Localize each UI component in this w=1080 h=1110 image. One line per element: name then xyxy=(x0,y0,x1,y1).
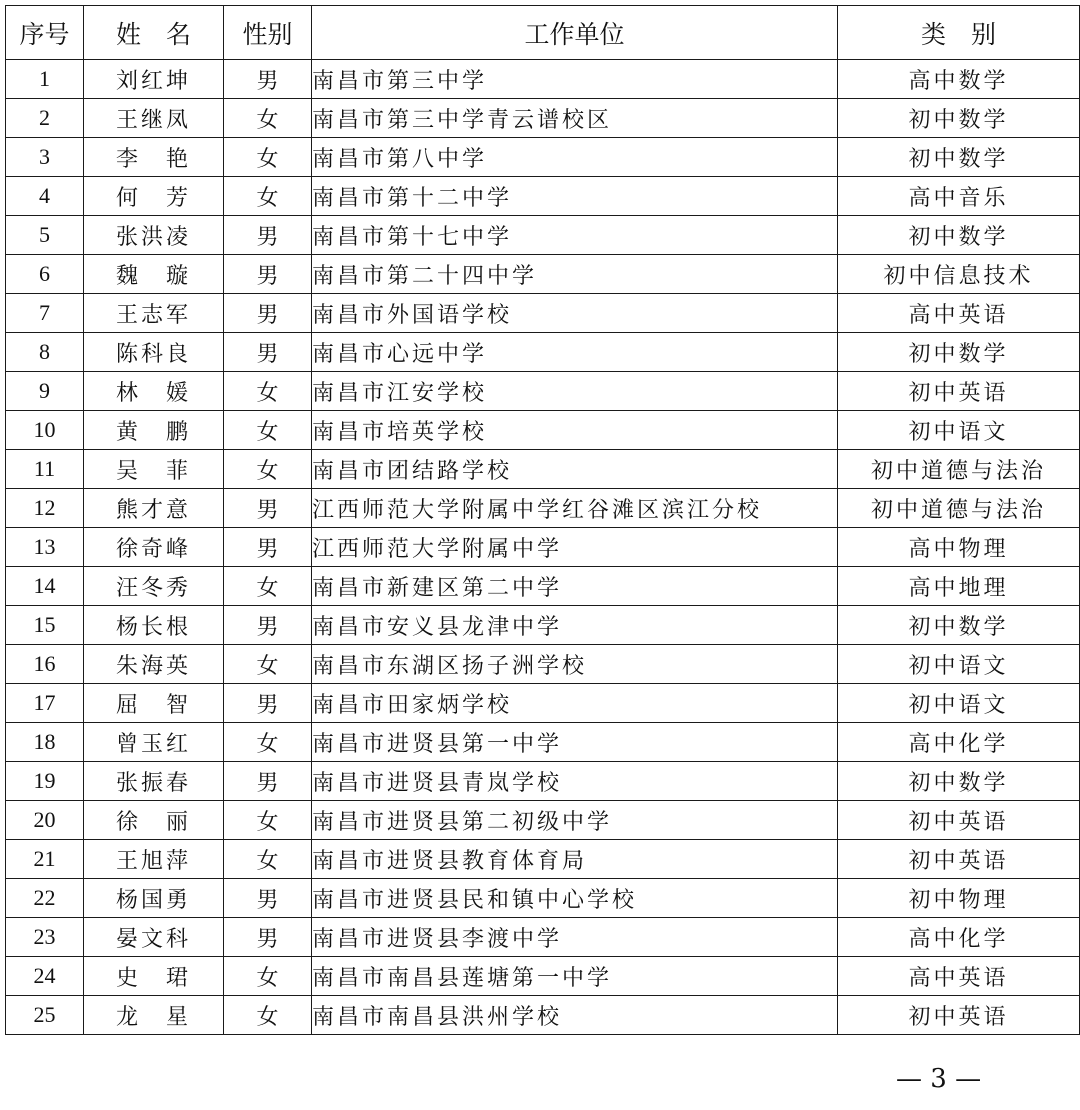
table-row xyxy=(6,645,1080,684)
table-row xyxy=(6,177,1080,216)
row-category: 初中语文 xyxy=(838,411,1080,450)
table-row xyxy=(6,723,1080,762)
row-gender: 男 xyxy=(224,489,312,528)
row-work-unit: 南昌市第十二中学 xyxy=(312,177,838,216)
table-row xyxy=(6,99,1080,138)
row-work-unit: 南昌市进贤县教育体育局 xyxy=(312,840,838,879)
header-name: 姓 名 xyxy=(84,6,224,60)
row-category: 初中道德与法治 xyxy=(838,450,1080,489)
row-work-unit: 江西师范大学附属中学 xyxy=(312,528,838,567)
row-work-unit: 南昌市南昌县莲塘第一中学 xyxy=(312,957,838,996)
row-name: 王继凤 xyxy=(84,99,224,138)
row-gender: 男 xyxy=(224,294,312,333)
row-category: 初中道德与法治 xyxy=(838,489,1080,528)
row-name: 熊才意 xyxy=(84,489,224,528)
row-category: 高中化学 xyxy=(838,918,1080,957)
row-work-unit: 南昌市进贤县第一中学 xyxy=(312,723,838,762)
row-work-unit: 南昌市南昌县洪州学校 xyxy=(312,996,838,1035)
row-name: 屈 智 xyxy=(84,684,224,723)
row-serial-number: 14 xyxy=(6,567,84,606)
row-category: 高中化学 xyxy=(838,723,1080,762)
row-category: 初中英语 xyxy=(838,372,1080,411)
table-row xyxy=(6,567,1080,606)
row-work-unit: 南昌市第八中学 xyxy=(312,138,838,177)
row-category: 初中信息技术 xyxy=(838,255,1080,294)
table-row xyxy=(6,255,1080,294)
row-work-unit: 南昌市第三中学青云谱校区 xyxy=(312,99,838,138)
row-serial-number: 16 xyxy=(6,645,84,684)
row-category: 初中数学 xyxy=(838,216,1080,255)
table-row xyxy=(6,294,1080,333)
row-category: 初中物理 xyxy=(838,879,1080,918)
row-gender: 女 xyxy=(224,723,312,762)
row-serial-number: 7 xyxy=(6,294,84,333)
row-work-unit: 江西师范大学附属中学红谷滩区滨江分校 xyxy=(312,489,838,528)
row-work-unit: 南昌市心远中学 xyxy=(312,333,838,372)
row-work-unit: 南昌市田家炳学校 xyxy=(312,684,838,723)
row-serial-number: 10 xyxy=(6,411,84,450)
table-header-row xyxy=(6,6,1080,60)
row-work-unit: 南昌市进贤县民和镇中心学校 xyxy=(312,879,838,918)
row-serial-number: 22 xyxy=(6,879,84,918)
row-work-unit: 南昌市第十七中学 xyxy=(312,216,838,255)
row-gender: 男 xyxy=(224,606,312,645)
row-gender: 女 xyxy=(224,567,312,606)
row-gender: 女 xyxy=(224,372,312,411)
row-serial-number: 11 xyxy=(6,450,84,489)
row-serial-number: 13 xyxy=(6,528,84,567)
header-gender: 性别 xyxy=(224,6,312,60)
row-serial-number: 17 xyxy=(6,684,84,723)
table-row xyxy=(6,918,1080,957)
row-category: 高中物理 xyxy=(838,528,1080,567)
row-name: 李 艳 xyxy=(84,138,224,177)
row-serial-number: 23 xyxy=(6,918,84,957)
row-serial-number: 25 xyxy=(6,996,84,1035)
row-gender: 女 xyxy=(224,801,312,840)
row-category: 初中语文 xyxy=(838,645,1080,684)
row-gender: 女 xyxy=(224,450,312,489)
row-name: 史 珺 xyxy=(84,957,224,996)
table-row xyxy=(6,411,1080,450)
row-gender: 男 xyxy=(224,684,312,723)
row-category: 初中英语 xyxy=(838,840,1080,879)
row-name: 何 芳 xyxy=(84,177,224,216)
table-row xyxy=(6,528,1080,567)
table-row xyxy=(6,450,1080,489)
row-gender: 女 xyxy=(224,177,312,216)
row-gender: 男 xyxy=(224,528,312,567)
row-serial-number: 1 xyxy=(6,60,84,99)
row-gender: 女 xyxy=(224,138,312,177)
header-work-unit: 工作单位 xyxy=(312,6,838,60)
row-name: 黄 鹏 xyxy=(84,411,224,450)
row-serial-number: 8 xyxy=(6,333,84,372)
row-name: 杨长根 xyxy=(84,606,224,645)
row-gender: 男 xyxy=(224,333,312,372)
row-category: 初中语文 xyxy=(838,684,1080,723)
header-category: 类 别 xyxy=(838,6,1080,60)
row-gender: 女 xyxy=(224,99,312,138)
table-row xyxy=(6,801,1080,840)
row-gender: 女 xyxy=(224,645,312,684)
row-gender: 女 xyxy=(224,411,312,450)
row-serial-number: 9 xyxy=(6,372,84,411)
row-serial-number: 4 xyxy=(6,177,84,216)
row-category: 初中数学 xyxy=(838,762,1080,801)
row-serial-number: 21 xyxy=(6,840,84,879)
row-serial-number: 24 xyxy=(6,957,84,996)
row-work-unit: 南昌市进贤县李渡中学 xyxy=(312,918,838,957)
table-row xyxy=(6,333,1080,372)
row-category: 高中音乐 xyxy=(838,177,1080,216)
row-name: 陈科良 xyxy=(84,333,224,372)
row-category: 高中数学 xyxy=(838,60,1080,99)
table-row xyxy=(6,216,1080,255)
table-row xyxy=(6,138,1080,177)
table-row xyxy=(6,606,1080,645)
row-gender: 男 xyxy=(224,918,312,957)
row-gender: 女 xyxy=(224,996,312,1035)
row-name: 刘红坤 xyxy=(84,60,224,99)
row-name: 王旭萍 xyxy=(84,840,224,879)
row-gender: 女 xyxy=(224,957,312,996)
row-name: 王志军 xyxy=(84,294,224,333)
row-work-unit: 南昌市第三中学 xyxy=(312,60,838,99)
row-gender: 男 xyxy=(224,60,312,99)
row-work-unit: 南昌市进贤县第二初级中学 xyxy=(312,801,838,840)
row-serial-number: 20 xyxy=(6,801,84,840)
table-row xyxy=(6,840,1080,879)
row-gender: 男 xyxy=(224,216,312,255)
table-row xyxy=(6,489,1080,528)
row-name: 吴 菲 xyxy=(84,450,224,489)
row-work-unit: 南昌市培英学校 xyxy=(312,411,838,450)
row-category: 高中英语 xyxy=(838,294,1080,333)
row-name: 徐 丽 xyxy=(84,801,224,840)
row-name: 曾玉红 xyxy=(84,723,224,762)
row-work-unit: 南昌市团结路学校 xyxy=(312,450,838,489)
row-serial-number: 2 xyxy=(6,99,84,138)
row-gender: 女 xyxy=(224,840,312,879)
row-name: 魏 璇 xyxy=(84,255,224,294)
row-category: 初中数学 xyxy=(838,138,1080,177)
row-work-unit: 南昌市东湖区扬子洲学校 xyxy=(312,645,838,684)
row-name: 朱海英 xyxy=(84,645,224,684)
row-category: 初中英语 xyxy=(838,996,1080,1035)
row-name: 龙 星 xyxy=(84,996,224,1035)
row-gender: 男 xyxy=(224,255,312,294)
table-row xyxy=(6,684,1080,723)
row-category: 初中数学 xyxy=(838,333,1080,372)
row-work-unit: 南昌市安义县龙津中学 xyxy=(312,606,838,645)
page-number: — 3 — xyxy=(896,1064,982,1094)
row-category: 高中英语 xyxy=(838,957,1080,996)
row-work-unit: 南昌市新建区第二中学 xyxy=(312,567,838,606)
table-row xyxy=(6,996,1080,1035)
table-row xyxy=(6,957,1080,996)
teacher-roster-table xyxy=(5,5,1080,1035)
table-body xyxy=(6,60,1080,1035)
row-work-unit: 南昌市进贤县青岚学校 xyxy=(312,762,838,801)
table-row xyxy=(6,879,1080,918)
row-name: 张振春 xyxy=(84,762,224,801)
row-serial-number: 15 xyxy=(6,606,84,645)
row-work-unit: 南昌市江安学校 xyxy=(312,372,838,411)
row-name: 晏文科 xyxy=(84,918,224,957)
row-category: 初中数学 xyxy=(838,99,1080,138)
table-row xyxy=(6,762,1080,801)
row-name: 杨国勇 xyxy=(84,879,224,918)
row-category: 初中数学 xyxy=(838,606,1080,645)
row-name: 林 媛 xyxy=(84,372,224,411)
row-gender: 男 xyxy=(224,879,312,918)
row-gender: 男 xyxy=(224,762,312,801)
row-category: 高中地理 xyxy=(838,567,1080,606)
row-name: 张洪凌 xyxy=(84,216,224,255)
table-row xyxy=(6,60,1080,99)
table-row xyxy=(6,372,1080,411)
header-serial-number: 序号 xyxy=(6,6,84,60)
row-serial-number: 3 xyxy=(6,138,84,177)
row-serial-number: 5 xyxy=(6,216,84,255)
row-serial-number: 12 xyxy=(6,489,84,528)
row-category: 初中英语 xyxy=(838,801,1080,840)
row-serial-number: 18 xyxy=(6,723,84,762)
row-serial-number: 19 xyxy=(6,762,84,801)
row-name: 徐奇峰 xyxy=(84,528,224,567)
row-work-unit: 南昌市外国语学校 xyxy=(312,294,838,333)
row-serial-number: 6 xyxy=(6,255,84,294)
row-work-unit: 南昌市第二十四中学 xyxy=(312,255,838,294)
row-name: 汪冬秀 xyxy=(84,567,224,606)
